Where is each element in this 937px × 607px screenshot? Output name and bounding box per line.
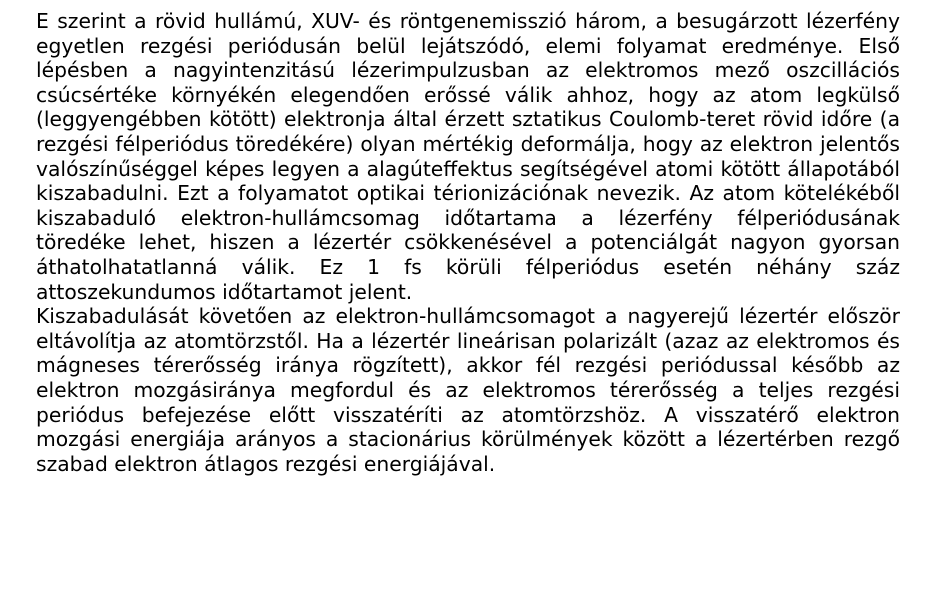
paragraph-electron-return: Kiszabadulását követően az elektron-hullámcsomagot a nagyerejű lézertér először eltávolítja az atomtörzstől. Ha a lézertér lineárisan polarizált (azaz az elektromos és mágneses térerősség iránya rögzített), akkor fél rezgési periódussal később az elektron mozgásiránya megfordul és az elektromos térerősség a teljes rezgési periódus befejezése előtt visszatéríti az atomtörzshöz. A visszatérő elektron mozgási energiája arányos a stacionárius körülmények között a lézertérben rezgő szabad elektron átlagos rezgési energiájával.: [36, 304, 900, 476]
paragraph-field-ionization: E szerint a rövid hullámú, XUV- és röntgenemisszió három, a besugárzott lézerfény egyetlen rezgési periódusán belül lejátszódó, elemi folyamat eredménye. Első lépésben a nagyintenzitású lézerimpulzusban az elektromos mező oszcillációs csúcsértéke környékén elegendően erőssé válik ahhoz, hogy az atom legkülső (leggyengébben kötött) elektronja által érzett sztatikus Coulomb-teret rövid időre (a rezgési félperiódus töredékére) olyan mértékig deformálja, hogy az elektron jelentős valószínűséggel képes legyen a alagúteffektus segítségével atomi kötött állapotából kiszabadulni. Ezt a folyamatot optikai térionizációnak nevezik. Az atom kötelékéből kiszabaduló elektron-hullámcsomag időtartama a lézerfény félperiódusának töredéke lehet, hiszen a lézertér csökkenésével a potenciálgát nagyon gyorsan áthatolhatatlanná válik. Ez 1 fs körüli félperiódus esetén néhány száz attoszekundumos időtartamot jelent.: [36, 9, 900, 304]
document-page: [36, 9, 900, 476]
